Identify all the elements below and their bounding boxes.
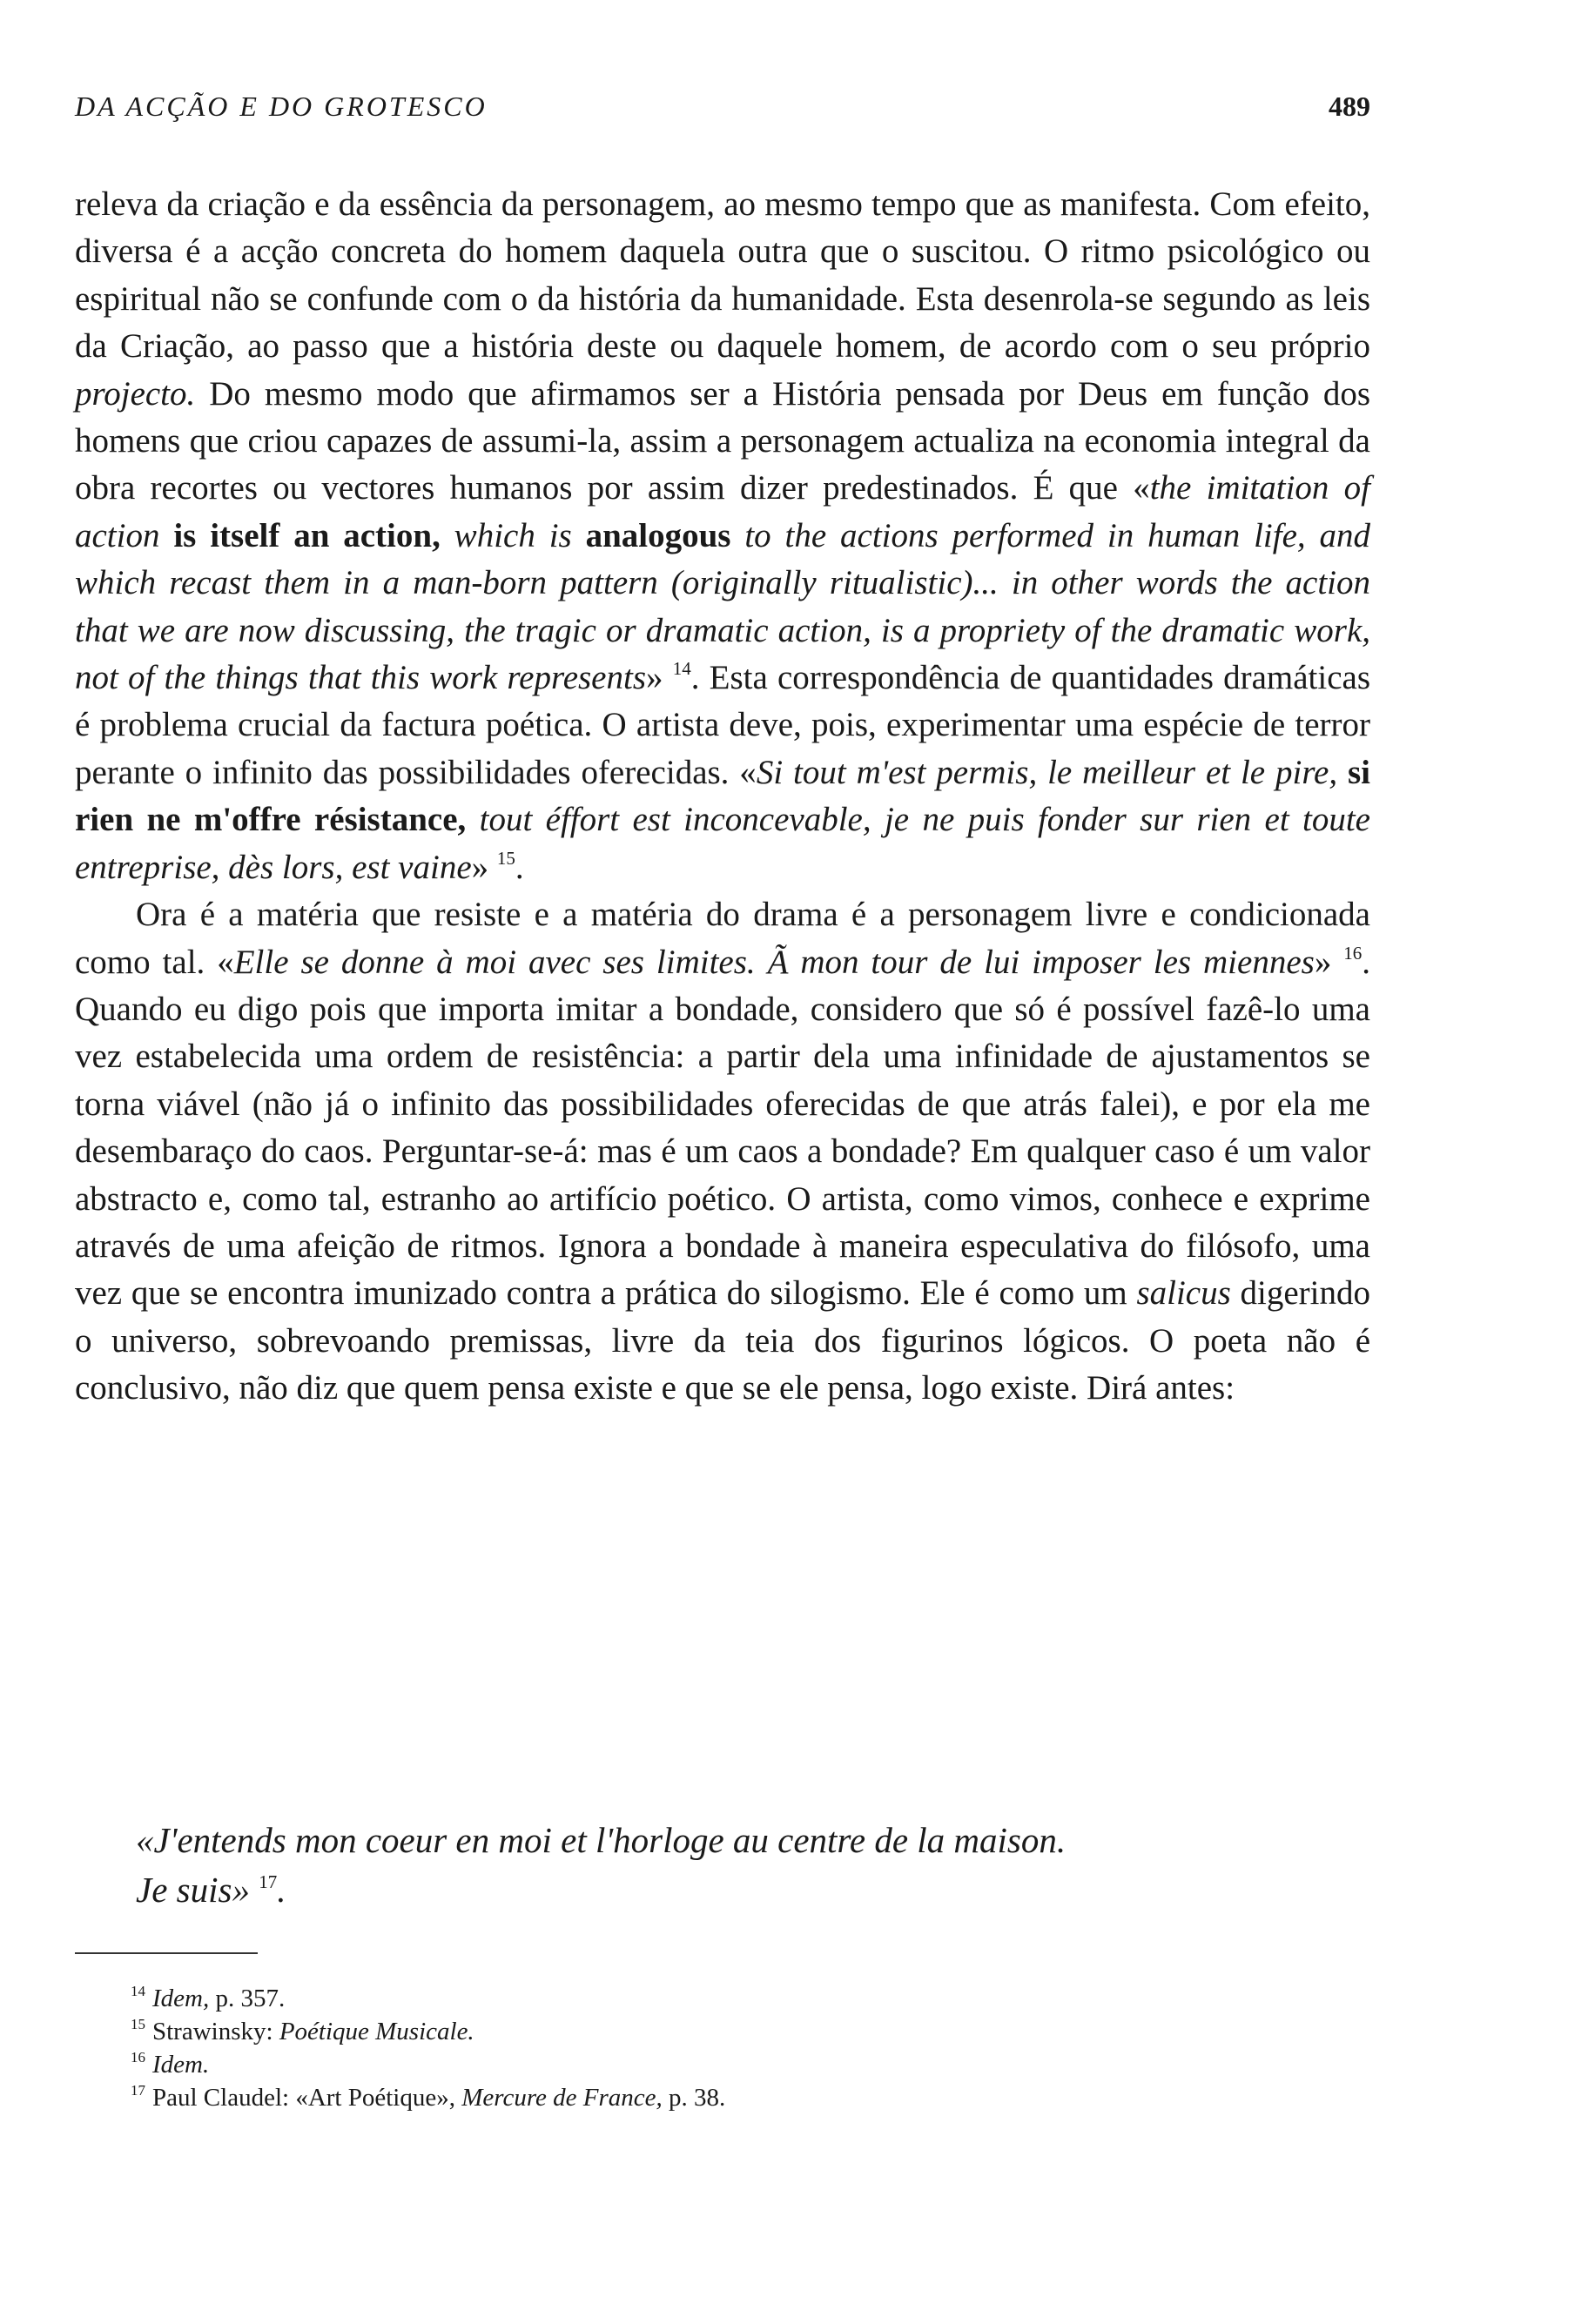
quote-italic: Si tout m'est permis, le meilleur et le pire, xyxy=(756,753,1338,791)
footnote-15 xyxy=(131,2015,1262,2048)
text-run: Do mesmo modo que afirmamos ser a História pensada por Deus em função dos homens que criou capazes de assumi-la, assim a personagem actualiza na economia integral da obra recortes ou vectores humanos por assim dizer predestinados. É que « xyxy=(75,374,1370,507)
text-run: . Esta correspondência de quantidades dramáticas é problema crucial da factura poética. O artista deve, pois, experimentar uma espécie de terror perante o infinito das possibilidades oferecidas. « xyxy=(75,659,1371,791)
footnote-number: 14 xyxy=(131,1983,145,1999)
footnote-ref-15: 15 xyxy=(496,847,515,869)
footnote-number: 16 xyxy=(131,2049,145,2065)
footnote-14 xyxy=(131,1982,1262,2015)
footnote-italic: Mercure de France, xyxy=(461,2084,663,2112)
quote-italic: the imitation of action xyxy=(75,469,1371,554)
quote-italic: tout éffort est inconcevable, je ne puis fonder sur rien et toute entreprise, dès lors, est vaine xyxy=(75,801,1370,886)
body-text xyxy=(75,181,1370,1413)
footnote-16 xyxy=(131,2048,1262,2081)
quote-italic: to the actions performed in human life, and which recast them in a man-born pattern (originally ritualistic)... in other words the action that we are now discussing, the tragic or dramatic action, is a propriety of the dramatic work, not of the things that this work represents xyxy=(75,516,1371,697)
text-run: » xyxy=(646,659,673,697)
footnote-text: p. 357. xyxy=(209,1985,286,2012)
paragraph-1 xyxy=(75,181,1370,891)
paragraph-2 xyxy=(75,891,1370,1412)
text-run: Ora é a matéria que resiste e a matéria do drama é a personagem livre e condicionada como tal. « xyxy=(75,896,1370,981)
text-run: . Quando eu digo pois que importa imitar a bondade, considero que só é possível fazê-lo uma vez estabelecida uma ordem de resistência: a partir dela uma infinidade de ajustamentos se torna viável (não já o infinito das possibilidades oferecidas de que atrás falei), e por ela me desembaraço do caos. Perguntar-se-á: mas é um caos a bondade? Em qualquer caso é um valor abstracto e, como tal, estranho ao artifício poético. O artista, como vimos, conhece e exprime através de uma afeição de ritmos. Ignora a bondade à maneira especulativa do filósofo, uma vez que se encontra imunizado contra a prática do silogismo. Ele é como um xyxy=(75,943,1370,1313)
quote-italic: which is xyxy=(440,516,586,554)
italic-run: salicus xyxy=(1136,1274,1231,1313)
footnote-ref-17: 17 xyxy=(259,1871,278,1892)
quote-bold: analogous xyxy=(585,516,731,554)
verse-end: . xyxy=(277,1870,286,1910)
verse-quote xyxy=(136,1816,1355,1915)
text-run: » xyxy=(471,848,497,886)
quote-italic: Elle se donne à moi avec ses limites. Ã mon tour de lui imposer les miennes xyxy=(233,943,1315,981)
footnote-17 xyxy=(131,2081,1262,2114)
verse-line-1: «J'entends mon coeur en moi et l'horloge au centre de la maison. xyxy=(136,1820,1067,1860)
footnote-number: 17 xyxy=(131,2082,145,2099)
footnote-italic: Poétique Musicale. xyxy=(279,2018,474,2045)
footnote-text: Paul Claudel: «Art Poétique», xyxy=(152,2084,462,2112)
footnote-italic: Idem, xyxy=(152,1985,210,2012)
text-run: digerindo o universo, sobrevoando premissas, livre da teia dos figurinos lógicos. O poeta não é conclusivo, não diz que quem pensa existe e que se ele pensa, logo existe. Dirá antes: xyxy=(75,1274,1371,1407)
footnote-text: Strawinsky: xyxy=(152,2018,279,2045)
footnote-number: 15 xyxy=(131,2016,145,2032)
footnote-ref-14: 14 xyxy=(672,658,691,680)
text-run: . xyxy=(515,848,524,886)
footnote-text: p. 38. xyxy=(662,2084,726,2112)
running-title: DA ACÇÃO E DO GROTESCO xyxy=(75,91,488,122)
verse-text: Je suis» xyxy=(136,1870,250,1910)
quote-bold: si rien ne m'offre résistance, xyxy=(75,753,1370,839)
footnote-italic: Idem. xyxy=(152,2051,210,2079)
running-header xyxy=(75,91,1370,134)
footnote-divider xyxy=(75,1952,258,1954)
text-run: » xyxy=(1314,943,1344,981)
italic-run: projecto. xyxy=(75,374,196,413)
page-number: 489 xyxy=(1329,91,1370,122)
quote-bold: is itself an action, xyxy=(159,516,441,554)
footnote-ref-16: 16 xyxy=(1343,942,1363,964)
footnotes xyxy=(131,1982,1262,2114)
verse-line-2 xyxy=(136,1865,1355,1915)
text-run: releva da criação e da essência da personagem, ao mesmo tempo que as manifesta. Com efeito, diversa é a acção concreta do homem daquela outra que o suscitou. O ritmo psicológico ou espiritual não se confunde com o da história da humanidade. Esta desenrola-se segundo as leis da Criação, ao passo que a história deste ou daquele homem, de acordo com o seu próprio xyxy=(75,185,1370,366)
